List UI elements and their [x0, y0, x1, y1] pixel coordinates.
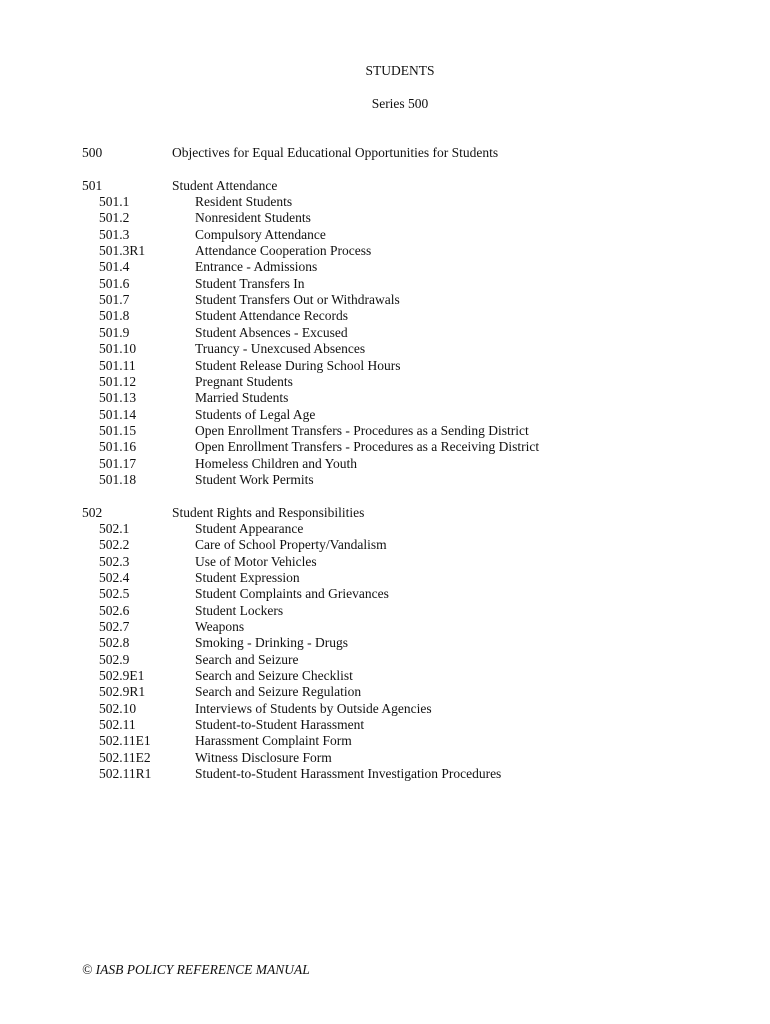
policy-item-row: [82, 276, 722, 292]
policy-title: Entrance - Admissions: [195, 259, 318, 275]
policy-item-row: [82, 750, 722, 766]
policy-title: Married Students: [195, 390, 289, 406]
policy-number: 501.13: [99, 390, 137, 406]
policy-title: Weapons: [195, 619, 245, 635]
section-heading-row: [82, 178, 722, 194]
policy-section-501: [82, 178, 722, 489]
table-of-contents: [82, 145, 722, 799]
policy-title: Attendance Cooperation Process: [195, 243, 372, 259]
policy-title: Search and Seizure: [195, 651, 299, 667]
policy-title: Resident Students: [195, 194, 293, 210]
policy-number: 501.2: [99, 210, 130, 226]
policy-number: 501.18: [99, 471, 137, 487]
policy-item-row: [82, 652, 722, 668]
policy-number: 501.4: [99, 259, 130, 275]
policy-item-row: [82, 472, 722, 488]
policy-number: 501.14: [99, 406, 137, 422]
policy-number: 501.9: [99, 324, 130, 340]
policy-title: Student Lockers: [195, 602, 284, 618]
policy-number: 502.11R1: [99, 766, 152, 782]
policy-number: 501.6: [99, 275, 130, 291]
policy-item-row: [82, 537, 722, 553]
policy-number: 502.5: [99, 586, 130, 602]
policy-item-row: [82, 194, 722, 210]
policy-number: 502.9: [99, 651, 130, 667]
policy-section-502: [82, 505, 722, 783]
policy-number: 502.2: [99, 537, 130, 553]
policy-item-row: [82, 554, 722, 570]
section-title: Objectives for Equal Educational Opportunities for Students: [172, 145, 499, 160]
policy-title: Search and Seizure Checklist: [195, 668, 353, 684]
policy-number: 501.10: [99, 341, 137, 357]
policy-title: Compulsory Attendance: [195, 226, 326, 242]
policy-title: Students of Legal Age: [195, 406, 316, 422]
page-title: STUDENTS: [365, 63, 435, 78]
policy-item-row: [82, 701, 722, 717]
policy-item-row: [82, 358, 722, 374]
policy-title: Homeless Children and Youth: [195, 455, 357, 471]
policy-item-row: [82, 407, 722, 423]
section-number: 501: [82, 177, 103, 193]
policy-item-row: [82, 619, 722, 635]
policy-item-row: [82, 227, 722, 243]
policy-title: Nonresident Students: [195, 210, 311, 226]
policy-number: 501.7: [99, 292, 130, 308]
policy-title: Student Attendance Records: [195, 308, 348, 324]
policy-item-row: [82, 439, 722, 455]
policy-title: Student Transfers Out or Withdrawals: [195, 292, 400, 308]
footer-copyright: © IASB POLICY REFERENCE MANUAL: [82, 962, 310, 977]
policy-number: 502.3: [99, 553, 130, 569]
series-subtitle: Series 500: [371, 96, 429, 111]
policy-title: Search and Seizure Regulation: [195, 684, 362, 700]
policy-number: 502.8: [99, 635, 130, 651]
policy-section-500: [82, 145, 722, 161]
policy-item-row: [82, 603, 722, 619]
policy-item-row: [82, 423, 722, 439]
policy-number: 501.3: [99, 226, 130, 242]
policy-title: Student-to-Student Harassment Investigation Procedures: [195, 766, 502, 782]
policy-title: Use of Motor Vehicles: [195, 553, 317, 569]
policy-number: 502.6: [99, 602, 130, 618]
section-heading-row: [82, 145, 722, 161]
policy-item-row: [82, 668, 722, 684]
policy-item-row: [82, 635, 722, 651]
policy-item-row: [82, 374, 722, 390]
policy-number: 501.8: [99, 308, 130, 324]
policy-number: 501.12: [99, 373, 137, 389]
section-number: 502: [82, 504, 103, 520]
policy-number: 502.11E1: [99, 733, 151, 749]
policy-number: 502.10: [99, 700, 137, 716]
policy-number: 502.11E2: [99, 749, 151, 765]
policy-number: 502.4: [99, 570, 130, 586]
policy-item-row: [82, 733, 722, 749]
policy-title: Student Transfers In: [195, 275, 305, 291]
policy-item-row: [82, 766, 722, 782]
policy-number: 501.15: [99, 422, 137, 438]
policy-title: Student Absences - Excused: [195, 324, 348, 340]
policy-title: Truancy - Unexcused Absences: [195, 341, 366, 357]
policy-item-row: [82, 586, 722, 602]
policy-title: Student Expression: [195, 570, 300, 586]
policy-title: Student-to-Student Harassment: [195, 717, 365, 733]
policy-title: Care of School Property/Vandalism: [195, 537, 387, 553]
policy-item-row: [82, 456, 722, 472]
policy-title: Pregnant Students: [195, 373, 293, 389]
policy-number: 501.17: [99, 455, 137, 471]
policy-item-row: [82, 341, 722, 357]
section-number: 500: [82, 145, 103, 160]
policy-number: 502.1: [99, 521, 130, 536]
policy-item-row: [82, 717, 722, 733]
policy-title: Smoking - Drinking - Drugs: [195, 635, 348, 651]
policy-number: 502.11: [99, 717, 136, 733]
policy-item-row: [82, 292, 722, 308]
policy-number: 501.16: [99, 439, 137, 455]
policy-number: 501.11: [99, 357, 136, 373]
policy-title: Student Work Permits: [195, 471, 314, 487]
policy-item-row: [82, 243, 722, 259]
policy-title: Student Complaints and Grievances: [195, 586, 389, 602]
policy-title: Open Enrollment Transfers - Procedures as a Sending District: [195, 422, 529, 438]
policy-item-row: [82, 259, 722, 275]
policy-title: Interviews of Students by Outside Agencies: [195, 700, 432, 716]
policy-item-row: [82, 210, 722, 226]
section-title: Student Rights and Responsibilities: [172, 504, 365, 520]
policy-title: Student Appearance: [195, 521, 304, 536]
policy-item-row: [82, 570, 722, 586]
policy-title: Student Release During School Hours: [195, 357, 401, 373]
policy-number: 501.3R1: [99, 243, 146, 259]
policy-item-row: [82, 325, 722, 341]
policy-number: 502.7: [99, 619, 130, 635]
policy-title: Open Enrollment Transfers - Procedures as a Receiving District: [195, 439, 540, 455]
policy-title: Witness Disclosure Form: [195, 749, 332, 765]
section-heading-row: [82, 505, 722, 521]
section-title: Student Attendance: [172, 177, 278, 193]
policy-item-row: [82, 308, 722, 324]
policy-item-row: [82, 684, 722, 700]
policy-number: 502.9E1: [99, 668, 145, 684]
policy-number: 502.9R1: [99, 684, 146, 700]
policy-title: Harassment Complaint Form: [195, 733, 352, 749]
policy-item-row: [82, 521, 722, 537]
policy-number: 501.1: [99, 194, 130, 210]
policy-item-row: [82, 390, 722, 406]
